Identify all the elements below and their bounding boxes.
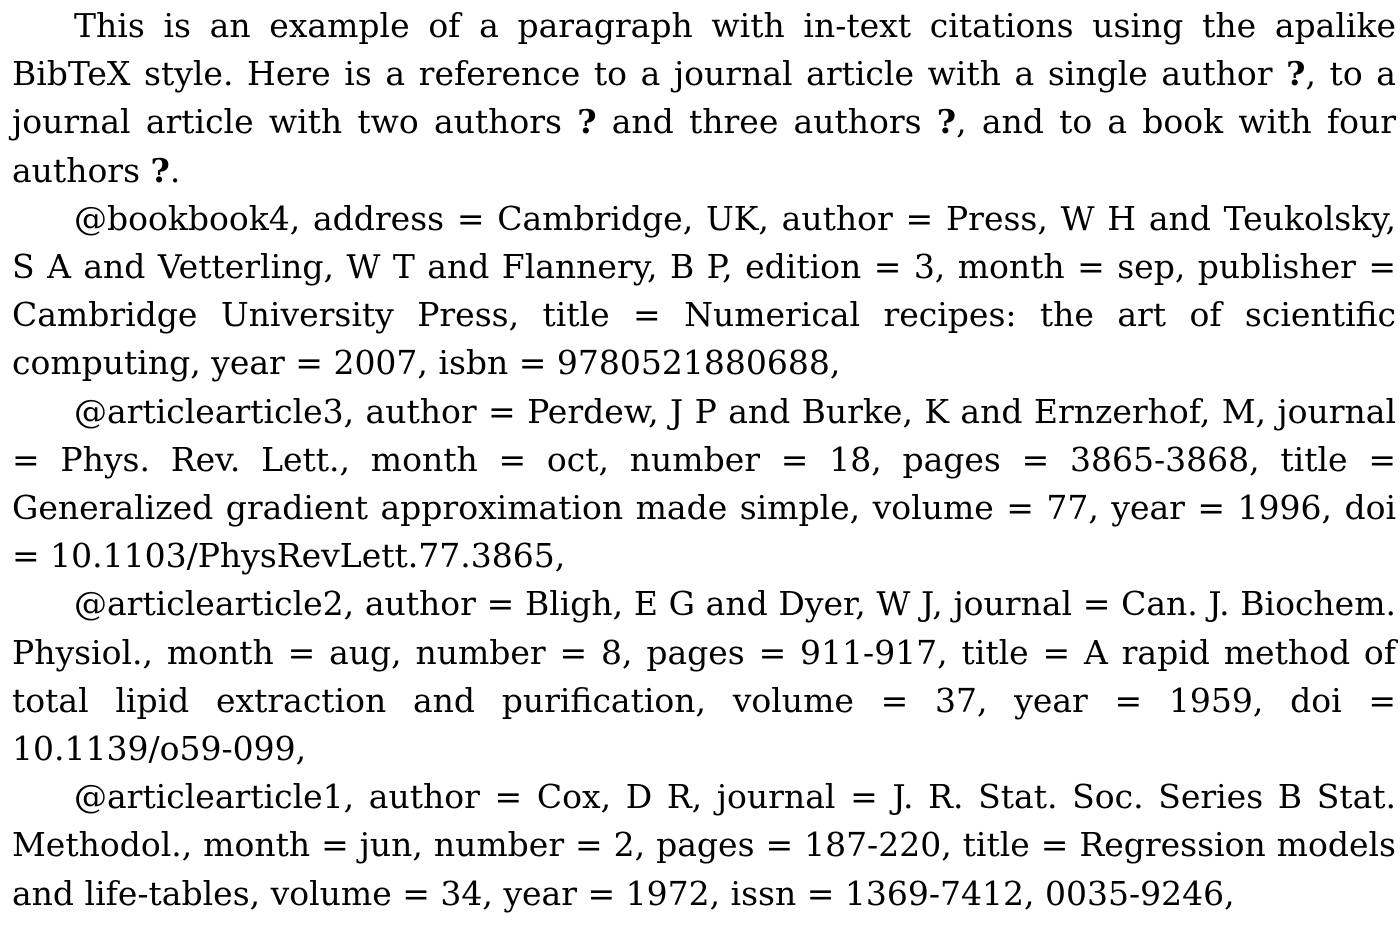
- intro-text-2: , to a journal article with two authors: [12, 54, 1396, 142]
- intro-text-1: This is an example of a paragraph with in-text citations using the apalike BibTeX style. Here is a reference to a journal article with a single author: [12, 6, 1396, 94]
- intro-text-3: and three authors: [596, 102, 937, 142]
- bib-entry-article3: @articlearticle3, author = Perdew, J P and Burke, K and Ernzerhof, M, journal = Phys. Rev. Lett., month = oct, number = 18, pages = 3865-3868, title = Generalized gradient approximation made simple, volume = 77, year = 1996, doi = 10.1103/PhysRevLett.77.3865,: [12, 391, 1396, 576]
- intro-text-4: , and to a book with four authors: [12, 102, 1396, 190]
- intro-text-5: .: [169, 150, 181, 190]
- bib-entry-article1: @articlearticle1, author = Cox, D R, journal = J. R. Stat. Soc. Series B Stat. Methodol., month = jun, number = 2, pages = 187-220, title = Regression models and life-tables, volume = 34, year = 1972, issn = 1369-7412, 0035-9246,: [12, 777, 1396, 913]
- citation-marker-1: ?: [1286, 54, 1306, 94]
- citation-marker-4: ?: [150, 150, 170, 190]
- bib-entry-article2: @articlearticle2, author = Bligh, E G and Dyer, W J, journal = Can. J. Biochem. Physiol., month = aug, number = 8, pages = 911-917, title = A rapid method of total lipid extraction and purification, volume = 37, year = 1959, doi = 10.1139/o59-099,: [12, 584, 1396, 769]
- intro-paragraph: [12, 2, 1396, 195]
- document-page: [12, 2, 1396, 918]
- citation-marker-2: ?: [577, 102, 597, 142]
- bib-entry-book4: @bookbook4, address = Cambridge, UK, author = Press, W H and Teukolsky, S A and Vetterling, W T and Flannery, B P, edition = 3, month = sep, publisher = Cambridge University Press, title = Numerical recipes: the art of scientific computing, year = 2007, isbn = 9780521880688,: [12, 198, 1396, 383]
- citation-marker-3: ?: [936, 102, 957, 142]
